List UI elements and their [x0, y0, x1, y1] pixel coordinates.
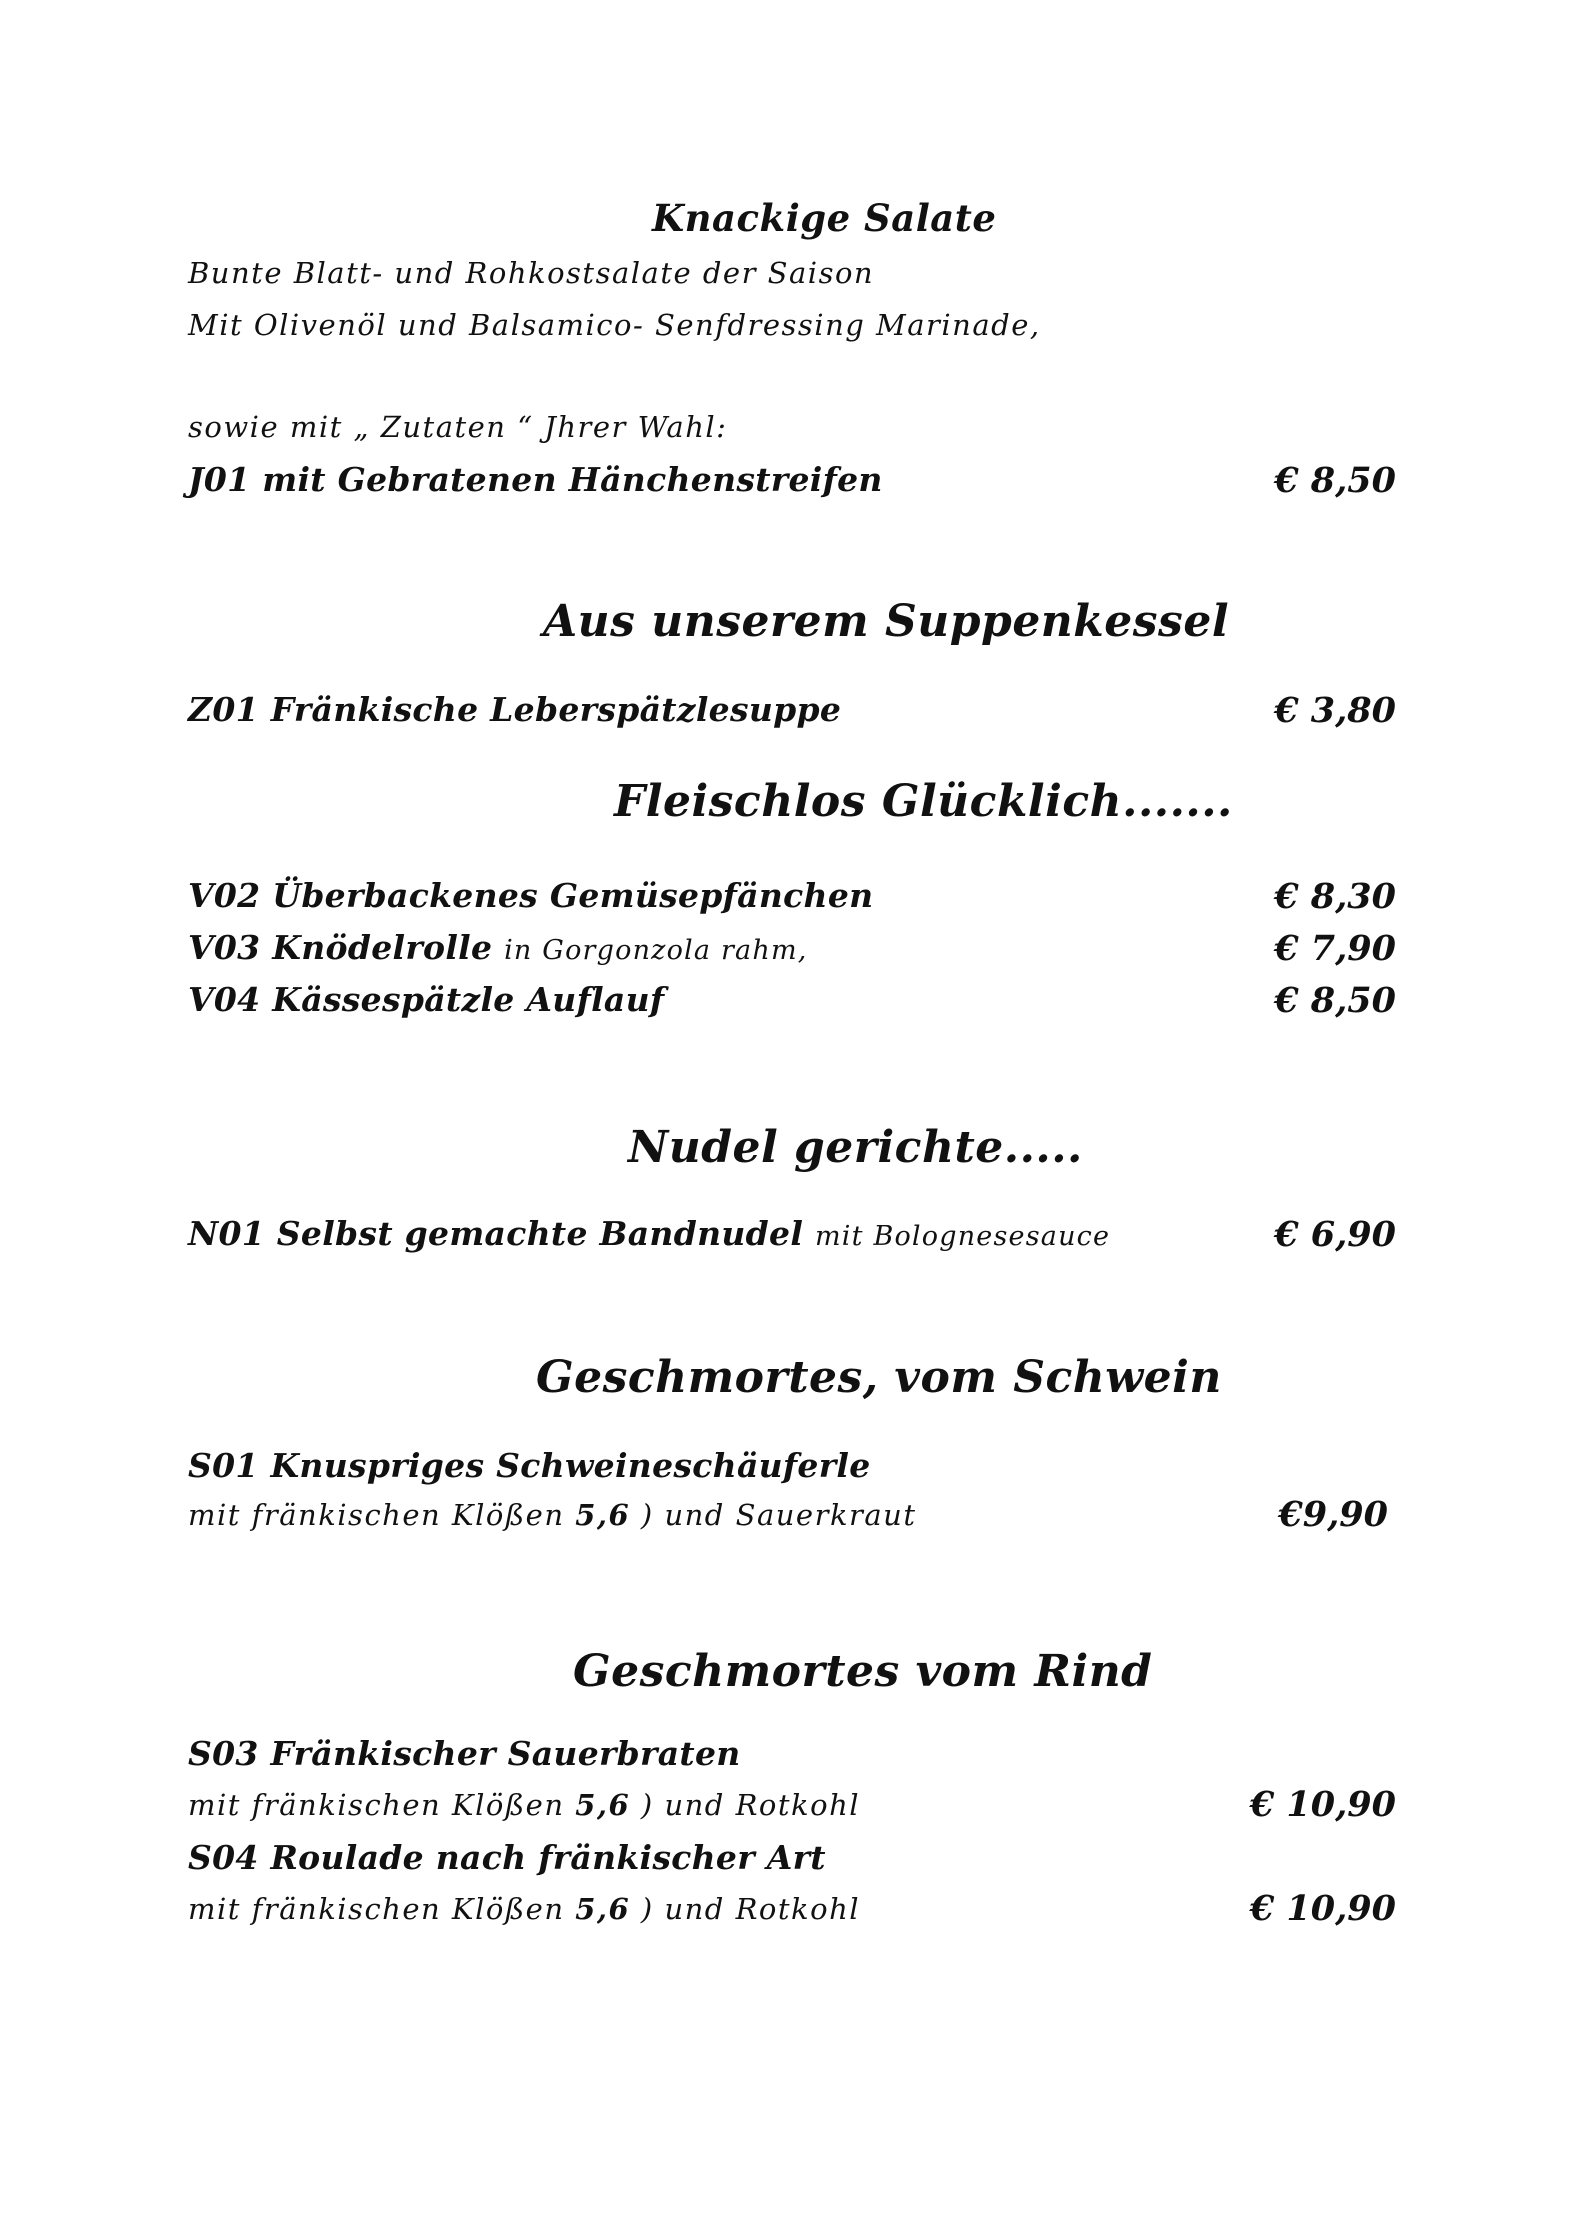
- item-name: Knuspriges Schweineschäuferle: [270, 1446, 871, 1485]
- price-s03: € 10,90: [1249, 1784, 1396, 1825]
- price-s04: € 10,90: [1249, 1888, 1396, 1929]
- price-v04: € 8,50: [1274, 980, 1396, 1021]
- item-name: Kässespätzle Auflauf: [272, 980, 665, 1019]
- price-z01: € 3,80: [1274, 690, 1396, 731]
- salate-description-line-2: Mit Olivenöl und Balsamico- Senfdressing Marinade,: [188, 308, 1041, 342]
- item-code: Z01: [188, 690, 259, 729]
- item-code: N01: [188, 1214, 265, 1253]
- description-text: ) und Sauerkraut: [640, 1498, 917, 1532]
- section-title-salate: Knackige Salate: [652, 196, 997, 240]
- menu-item-z01: [188, 690, 841, 729]
- section-title-rind: Geschmortes vom Rind: [573, 1646, 1153, 1697]
- menu-item-s04: [188, 1838, 826, 1877]
- item-name: Knödelrolle: [272, 928, 493, 967]
- price-n01: € 6,90: [1274, 1214, 1396, 1255]
- menu-item-n01: [188, 1214, 1110, 1253]
- description-text: mit fränkischen Klößen: [188, 1498, 565, 1532]
- menu-item-s03: [188, 1734, 741, 1773]
- allergen-codes: 5,6: [575, 1498, 631, 1532]
- menu-item-s01-description: [188, 1498, 917, 1532]
- item-name: Überbackenes Gemüsepfänchen: [272, 876, 874, 915]
- section-title-fleischlos: Fleischlos Glücklich.......: [614, 776, 1233, 827]
- item-extra: in Gorgonzola rahm,: [504, 935, 808, 966]
- menu-item-j01: [188, 460, 883, 499]
- menu-item-s03-description: [188, 1788, 860, 1822]
- menu-item-s01: [188, 1446, 871, 1485]
- item-code: S04: [188, 1838, 259, 1877]
- description-text: mit fränkischen Klößen: [188, 1892, 576, 1926]
- section-title-schwein: Geschmortes, vom Schwein: [536, 1352, 1222, 1403]
- description-text: ) und Rotkohl: [640, 1892, 861, 1926]
- menu-item-s04-description: [188, 1892, 860, 1926]
- item-name: Fränkischer Sauerbraten: [270, 1734, 741, 1773]
- item-code: J01: [188, 460, 251, 499]
- item-name: Roulade nach fränkischer Art: [270, 1838, 826, 1877]
- item-extra: mit Bolognesesauce: [814, 1221, 1111, 1252]
- price-v02: € 8,30: [1274, 876, 1396, 917]
- item-code: V04: [188, 980, 261, 1019]
- description-text: mit fränkischen Klößen: [188, 1788, 565, 1822]
- section-title-nudel: Nudel gerichte.....: [628, 1122, 1083, 1173]
- item-code: S01: [188, 1446, 259, 1485]
- item-name: Selbst gemachte Bandnudel: [276, 1214, 804, 1253]
- item-name: Fränkische Leberspätzlesuppe: [270, 690, 842, 729]
- item-code: S03: [188, 1734, 259, 1773]
- price-s01: €9,90: [1278, 1494, 1388, 1535]
- salate-description-line-1: Bunte Blatt- und Rohkostsalate der Saison: [188, 256, 875, 290]
- salate-description-line-3: sowie mit „ Zutaten “ Jhrer Wahl:: [188, 410, 728, 444]
- allergen-codes: 5,6: [575, 1892, 631, 1926]
- price-j01: € 8,50: [1274, 460, 1396, 501]
- description-text: ) und Rotkohl: [640, 1788, 861, 1822]
- allergen-codes: 5,6: [575, 1788, 631, 1822]
- item-code: V03: [188, 928, 261, 967]
- section-title-suppen: Aus unserem Suppenkessel: [543, 596, 1230, 647]
- price-v03: € 7,90: [1274, 928, 1396, 969]
- menu-item-v04: [188, 980, 664, 1019]
- menu-item-v03: [188, 928, 808, 967]
- menu-item-v02: [188, 876, 873, 915]
- item-code: V02: [188, 876, 261, 915]
- item-name: mit Gebratenen Hänchenstreifen: [262, 460, 883, 499]
